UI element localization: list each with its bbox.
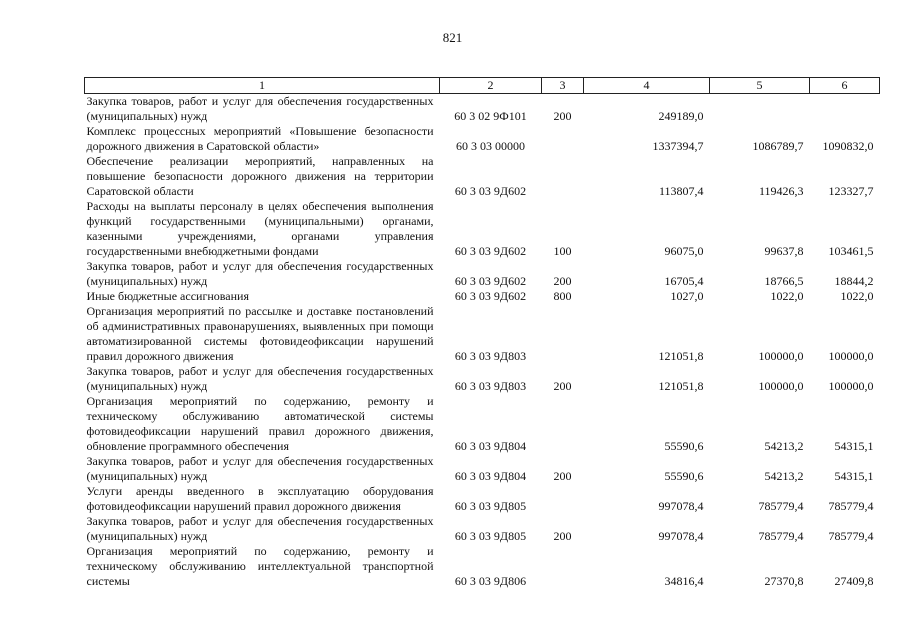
expense-name-cell: Комплекс процессных мероприятий «Повышение безопасности дорожного движения в Саратовской области» [86, 124, 434, 153]
expense-type-cell: 200 [553, 529, 572, 543]
amount-year1-cell: 997078,4 [658, 529, 704, 543]
amount-year3-cell: 27409,8 [834, 574, 874, 588]
table-row [85, 154, 880, 199]
amount-year3-cell: 1022,0 [840, 289, 874, 303]
column-header: 3 [542, 78, 584, 94]
expense-name-cell: Иные бюджетные ассигнования [86, 289, 249, 303]
table-row [85, 259, 880, 289]
amount-year2-cell: 27370,8 [764, 574, 804, 588]
amount-year2-cell: 54213,2 [764, 469, 804, 483]
amount-year3-cell: 785779,4 [828, 499, 874, 513]
column-header: 6 [810, 78, 880, 94]
amount-year1-cell: 1027,0 [670, 289, 704, 303]
amount-year1-cell: 121051,8 [658, 349, 704, 363]
amount-year2-cell: 785779,4 [758, 529, 804, 543]
expense-name-cell: Обеспечение реализации мероприятий, направленных на повышение безопасности дорожного движения на территории Саратовской области [86, 154, 434, 198]
column-number-row [85, 78, 880, 94]
expense-type-cell: 200 [553, 109, 572, 123]
column-header: 4 [584, 78, 710, 94]
amount-year2-cell: 100000,0 [758, 379, 804, 393]
table-row [85, 199, 880, 259]
amount-year3-cell: 1090832,0 [822, 139, 874, 153]
table-row [85, 94, 880, 125]
expense-type-cell [542, 484, 584, 514]
amount-year1-cell: 121051,8 [658, 379, 704, 393]
amount-year1-cell: 55590,6 [664, 439, 704, 453]
amount-year2-cell: 99637,8 [764, 244, 804, 258]
table-row [85, 484, 880, 514]
target-article-code-cell: 60 3 03 9Д804 [454, 439, 527, 453]
target-article-code-cell: 60 3 03 9Д804 [454, 469, 527, 483]
expense-type-cell [542, 304, 584, 364]
amount-year3-cell: 100000,0 [828, 349, 874, 363]
amount-year2-cell [710, 94, 810, 125]
amount-year3-cell: 18844,2 [834, 274, 874, 288]
amount-year2-cell: 119426,3 [758, 184, 804, 198]
column-header: 2 [440, 78, 542, 94]
expense-name-cell: Организация мероприятий по содержанию, ремонту и техническому обслуживанию интеллектуальной транспортной системы [86, 544, 434, 588]
table-row [85, 514, 880, 544]
expense-name-cell: Закупка товаров, работ и услуг для обеспечения государственных (муниципальных) нужд [86, 514, 434, 543]
amount-year2-cell: 1086789,7 [752, 139, 804, 153]
amount-year3-cell: 100000,0 [828, 379, 874, 393]
amount-year2-cell: 1022,0 [770, 289, 804, 303]
amount-year3-cell: 54315,1 [834, 439, 874, 453]
target-article-code-cell: 60 3 03 9Д803 [454, 379, 527, 393]
target-article-code-cell: 60 3 03 9Д805 [454, 529, 527, 543]
amount-year3-cell: 785779,4 [828, 529, 874, 543]
expense-type-cell [542, 124, 584, 154]
amount-year3-cell: 54315,1 [834, 469, 874, 483]
table-row [85, 544, 880, 589]
amount-year1-cell: 1337394,7 [652, 139, 704, 153]
table-row [85, 304, 880, 364]
expense-type-cell: 200 [553, 274, 572, 288]
amount-year3-cell [810, 94, 880, 125]
amount-year3-cell: 103461,5 [828, 244, 874, 258]
target-article-code-cell: 60 3 03 9Д806 [454, 574, 527, 588]
expense-type-cell: 200 [553, 469, 572, 483]
table-row [85, 394, 880, 454]
budget-table [84, 77, 880, 589]
expense-type-cell [542, 154, 584, 199]
amount-year2-cell: 785779,4 [758, 499, 804, 513]
target-article-code-cell: 60 3 03 9Д803 [454, 349, 527, 363]
expense-type-cell: 100 [553, 244, 572, 258]
expense-name-cell: Организация мероприятий по содержанию, ремонту и техническому обслуживанию автоматической системы фотовидеофиксации нарушений правил дорожного движения, обновление программного обеспечения [86, 394, 434, 453]
amount-year1-cell: 249189,0 [658, 109, 704, 123]
target-article-code-cell: 60 3 03 9Д602 [454, 274, 527, 288]
column-header: 5 [710, 78, 810, 94]
target-article-code-cell: 60 3 03 9Д805 [454, 499, 527, 513]
expense-name-cell: Организация мероприятий по рассылке и доставке постановлений об административных правонарушениях, выявленных при помощи автоматизированной системы фотовидеофиксации нарушений правил дорожного движения [86, 304, 434, 363]
expense-name-cell: Закупка товаров, работ и услуг для обеспечения государственных (муниципальных) нужд [86, 94, 434, 123]
expense-type-cell: 800 [553, 289, 572, 303]
amount-year2-cell: 100000,0 [758, 349, 804, 363]
expense-name-cell: Закупка товаров, работ и услуг для обеспечения государственных (муниципальных) нужд [86, 259, 434, 288]
expense-name-cell: Услуги аренды введенного в эксплуатацию оборудования фотовидеофиксации нарушений правил дорожного движения [86, 484, 434, 513]
table-row [85, 364, 880, 394]
expense-type-cell [542, 544, 584, 589]
expense-type-cell [542, 394, 584, 454]
amount-year1-cell: 113807,4 [658, 184, 704, 198]
target-article-code-cell: 60 3 03 9Д602 [454, 289, 527, 303]
table-row [85, 124, 880, 154]
amount-year3-cell: 123327,7 [828, 184, 874, 198]
expense-name-cell: Закупка товаров, работ и услуг для обеспечения государственных (муниципальных) нужд [86, 364, 434, 393]
target-article-code-cell: 60 3 02 9Ф101 [454, 109, 527, 123]
table-row [85, 454, 880, 484]
amount-year2-cell: 18766,5 [764, 274, 804, 288]
amount-year1-cell: 16705,4 [664, 274, 704, 288]
page-number: 821 [442, 30, 463, 45]
expense-type-cell: 200 [553, 379, 572, 393]
amount-year2-cell: 54213,2 [764, 439, 804, 453]
expense-name-cell: Закупка товаров, работ и услуг для обеспечения государственных (муниципальных) нужд [86, 454, 434, 483]
expense-name-cell: Расходы на выплаты персоналу в целях обеспечения выполнения функций государственными (муниципальными) органами, казенными учреждениями, органами управления государственными внебюджетными фондами [86, 199, 434, 258]
table-row [85, 289, 880, 304]
target-article-code-cell: 60 3 03 00000 [456, 139, 525, 153]
amount-year1-cell: 997078,4 [658, 499, 704, 513]
target-article-code-cell: 60 3 03 9Д602 [454, 244, 527, 258]
amount-year1-cell: 34816,4 [664, 574, 704, 588]
column-header: 1 [85, 78, 440, 94]
target-article-code-cell: 60 3 03 9Д602 [454, 184, 527, 198]
amount-year1-cell: 55590,6 [664, 469, 704, 483]
amount-year1-cell: 96075,0 [664, 244, 704, 258]
